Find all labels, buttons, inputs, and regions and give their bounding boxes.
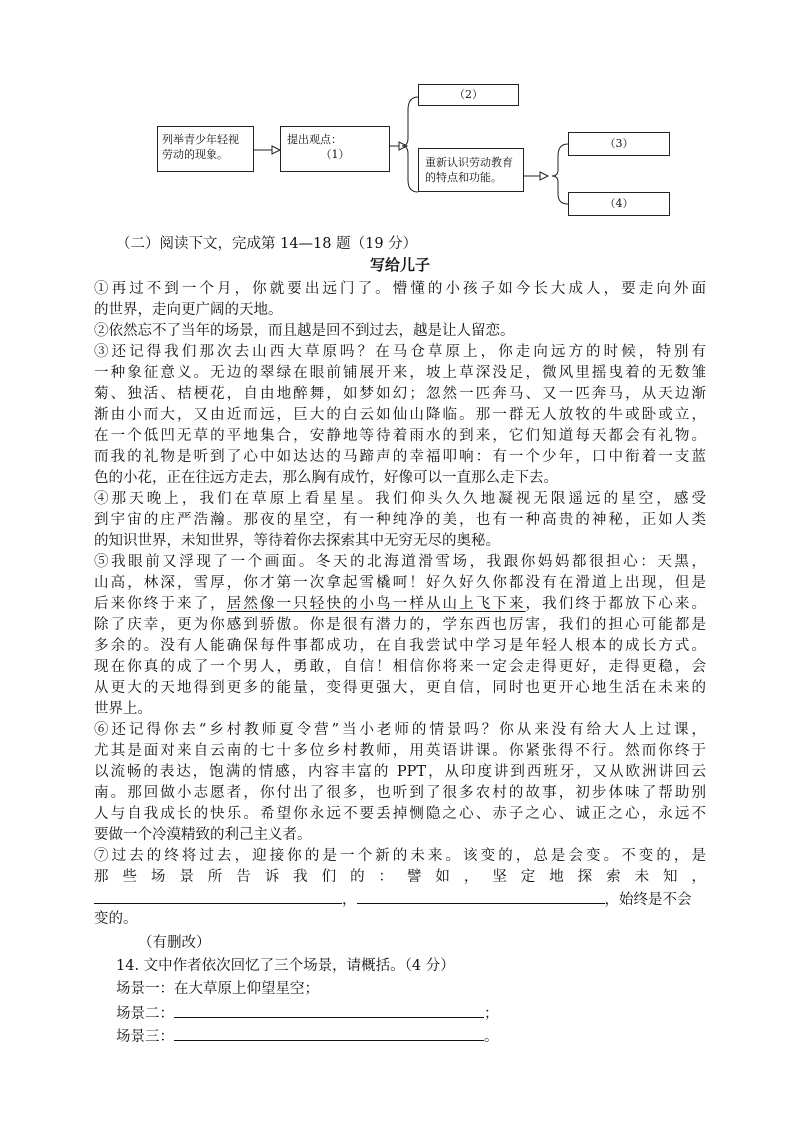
scene-3-blank[interactable] — [174, 1025, 484, 1041]
passage-line: 的知识世界，未知世界，等待着你去探索其中无穷无尽的奥秘。 — [94, 533, 500, 549]
blank-comma: ， — [342, 892, 357, 908]
blank-tail: ，始终是不会 — [604, 892, 692, 908]
box-viewpoint — [280, 126, 390, 172]
arrow-head — [272, 146, 280, 154]
box-blank-4 — [568, 192, 670, 216]
passage-line: 山高，林深，雪厚，你才第一次拿起雪橇呵！好久好久你都没有在滑道上出现，但是 — [94, 575, 706, 591]
blank-4-label: （4） — [604, 197, 634, 210]
outline-diagram — [0, 0, 794, 230]
passage-line: 从更大的天地得到更多的能量，变得更强大，更自信，同时也更开心地生活在未来的 — [94, 680, 706, 696]
passage-line: 渐由小而大，又由近而远，巨大的白云如仙山降临。那一群无人放牧的牛或卧或立， — [94, 407, 706, 423]
answer-blank-1[interactable] — [94, 888, 342, 904]
blank-2-label: （2） — [454, 88, 483, 101]
passage-line: ④那天晚上，我们在草原上看星星。我们仰头久久地凝视无限遥远的星空，感受 — [94, 491, 706, 507]
box-blank-2 — [418, 84, 519, 106]
blank-answer-line — [94, 888, 706, 911]
end-line: 变的。 — [94, 911, 138, 927]
passage-line: 多余的。没有人能确保每件事都成功，在自我尝试中学习是年轻人根本的成长方式。 — [94, 638, 706, 654]
article-title: 写给儿子 — [369, 256, 430, 274]
blank-3-label: （3） — [604, 137, 634, 150]
scene-2-end: ； — [484, 1006, 499, 1022]
passage-line: 要做一个冷漠精致的利己主义者。 — [94, 827, 312, 843]
passage-line: 以流畅的表达，饱满的情感，内容丰富的 PPT，从印度讲到西班牙，又从欧洲讲回云 — [94, 764, 706, 780]
box-phenomenon — [157, 126, 254, 172]
underlined-sentence-line — [94, 594, 706, 615]
passage-line: ②依然忘不了当年的场景，而且越是回不到过去，越是让人留恋。 — [94, 323, 515, 339]
source-note: （有删改） — [138, 935, 211, 951]
phenomenon-text: 列举青少年轻视劳动的现象。 — [162, 133, 239, 161]
scene-3-label: 场景三： — [116, 1029, 174, 1045]
passage-line: 菊、独活、桔梗花，自由地醉舞，如梦如幻；忽然一匹奔马、又一匹奔马，从天边渐 — [94, 386, 706, 402]
diagram-connectors — [0, 0, 794, 230]
scene-2-blank[interactable] — [174, 1002, 484, 1018]
passage-line: ①再过不到一个月，你就要出远门了。懵懂的小孩子如今长大成人，要走向外面 — [94, 281, 706, 297]
scene-2-label: 场景二： — [116, 1006, 174, 1022]
passage-line: 色的小花，正在往远方走去，那么胸有成竹，好像可以一直那么走下去。 — [94, 470, 558, 486]
sentence-before: 后来你终于来了， — [94, 596, 227, 612]
passage-line: 到宇宙的庄严浩瀚。那夜的星空，有一种纯净的美，也有一种高贵的神秘，正如人类 — [94, 512, 706, 528]
question-14: 14. 文中作者依次回忆了三个场景，请概括。（4 分） — [116, 958, 455, 974]
reunderstand-text: 重新认识劳动教育的特点和功能。 — [425, 156, 513, 184]
passage-line: 除了庆幸，更为你感到骄傲。你是很有潜力的，学东西也厉害，我们的担心可能都是 — [94, 617, 706, 633]
brace — [552, 144, 568, 204]
passage-line: ③还记得我们那次去山西大草原吗？在马仓草原上，你走向远方的时候，特别有 — [94, 344, 706, 360]
underlined-sentence: 居然像一只轻快的小鸟一样从山上飞下来 — [226, 596, 526, 612]
blank-1-label: （1） — [320, 148, 350, 161]
passage-line: 南。那回做小志愿者，你付出了很多，也听到了很多农村的故事，初步体味了帮助别 — [94, 785, 706, 801]
passage-line: 在一个低凹无草的平地集合，安静地等待着雨水的到来，它们知道每天都会有礼物。 — [94, 428, 706, 444]
passage-line: 那 些 场 景 所 告 诉 我 们 的 ： 譬 如 ， 坚 定 地 探 索 未 知 ， — [94, 869, 706, 885]
arrow-head — [540, 172, 548, 180]
scene-1-answer: 场景一：在大草原上仰望星空； — [116, 981, 319, 997]
passage-line: 世界上。 — [94, 701, 152, 717]
box-blank-3 — [568, 132, 670, 156]
sentence-after: ，我们终于都放下心来。 — [525, 596, 706, 612]
passage-line: 一种象征意义。无边的翠绿在眼前铺展开来，坡上草深没足，微风里摇曳着的无数雏 — [94, 365, 706, 381]
passage-line: ⑥还记得你去“乡村教师夏令营”当小老师的情景吗？你从来没有给大人上过课， — [94, 722, 706, 738]
section-heading: （二）阅读下文，完成第 14—18 题（19 分） — [116, 236, 418, 252]
passage-line: 的世界，走向更广阔的天地。 — [94, 302, 283, 318]
passage-line: 而我的礼物是听到了心中如达达的马蹄声的幸福叩响：有一个少年，口中衔着一支蓝 — [94, 449, 706, 465]
passage-line: 人与自我成长的快乐。希望你永远不要丢掉恻隐之心、赤子之心、诚正之心，永远不 — [94, 806, 706, 822]
passage-line: ⑦过去的终将过去，迎接你的是一个新的未来。该变的，总是会变。不变的，是 — [94, 848, 706, 864]
scene-3-row — [116, 1025, 676, 1048]
scene-3-end: 。 — [484, 1029, 499, 1045]
passage-line: 现在你真的成了一个男人，勇敢，自信！相信你将来一定会走得更好，走得更稳，会 — [94, 659, 706, 675]
box-reunderstand — [418, 148, 524, 192]
answer-blank-2[interactable] — [357, 888, 605, 904]
passage-line: 尤其是面对来自云南的七十多位乡村教师，用英语讲课。你紧张得不行。然而你终于 — [94, 743, 706, 759]
passage-line: ⑤我眼前又浮现了一个画面。冬天的北海道滑雪场，我跟你妈妈都很担心：天黑， — [94, 554, 706, 570]
scene-2-row — [116, 1002, 676, 1025]
viewpoint-label: 提出观点： — [287, 133, 342, 146]
